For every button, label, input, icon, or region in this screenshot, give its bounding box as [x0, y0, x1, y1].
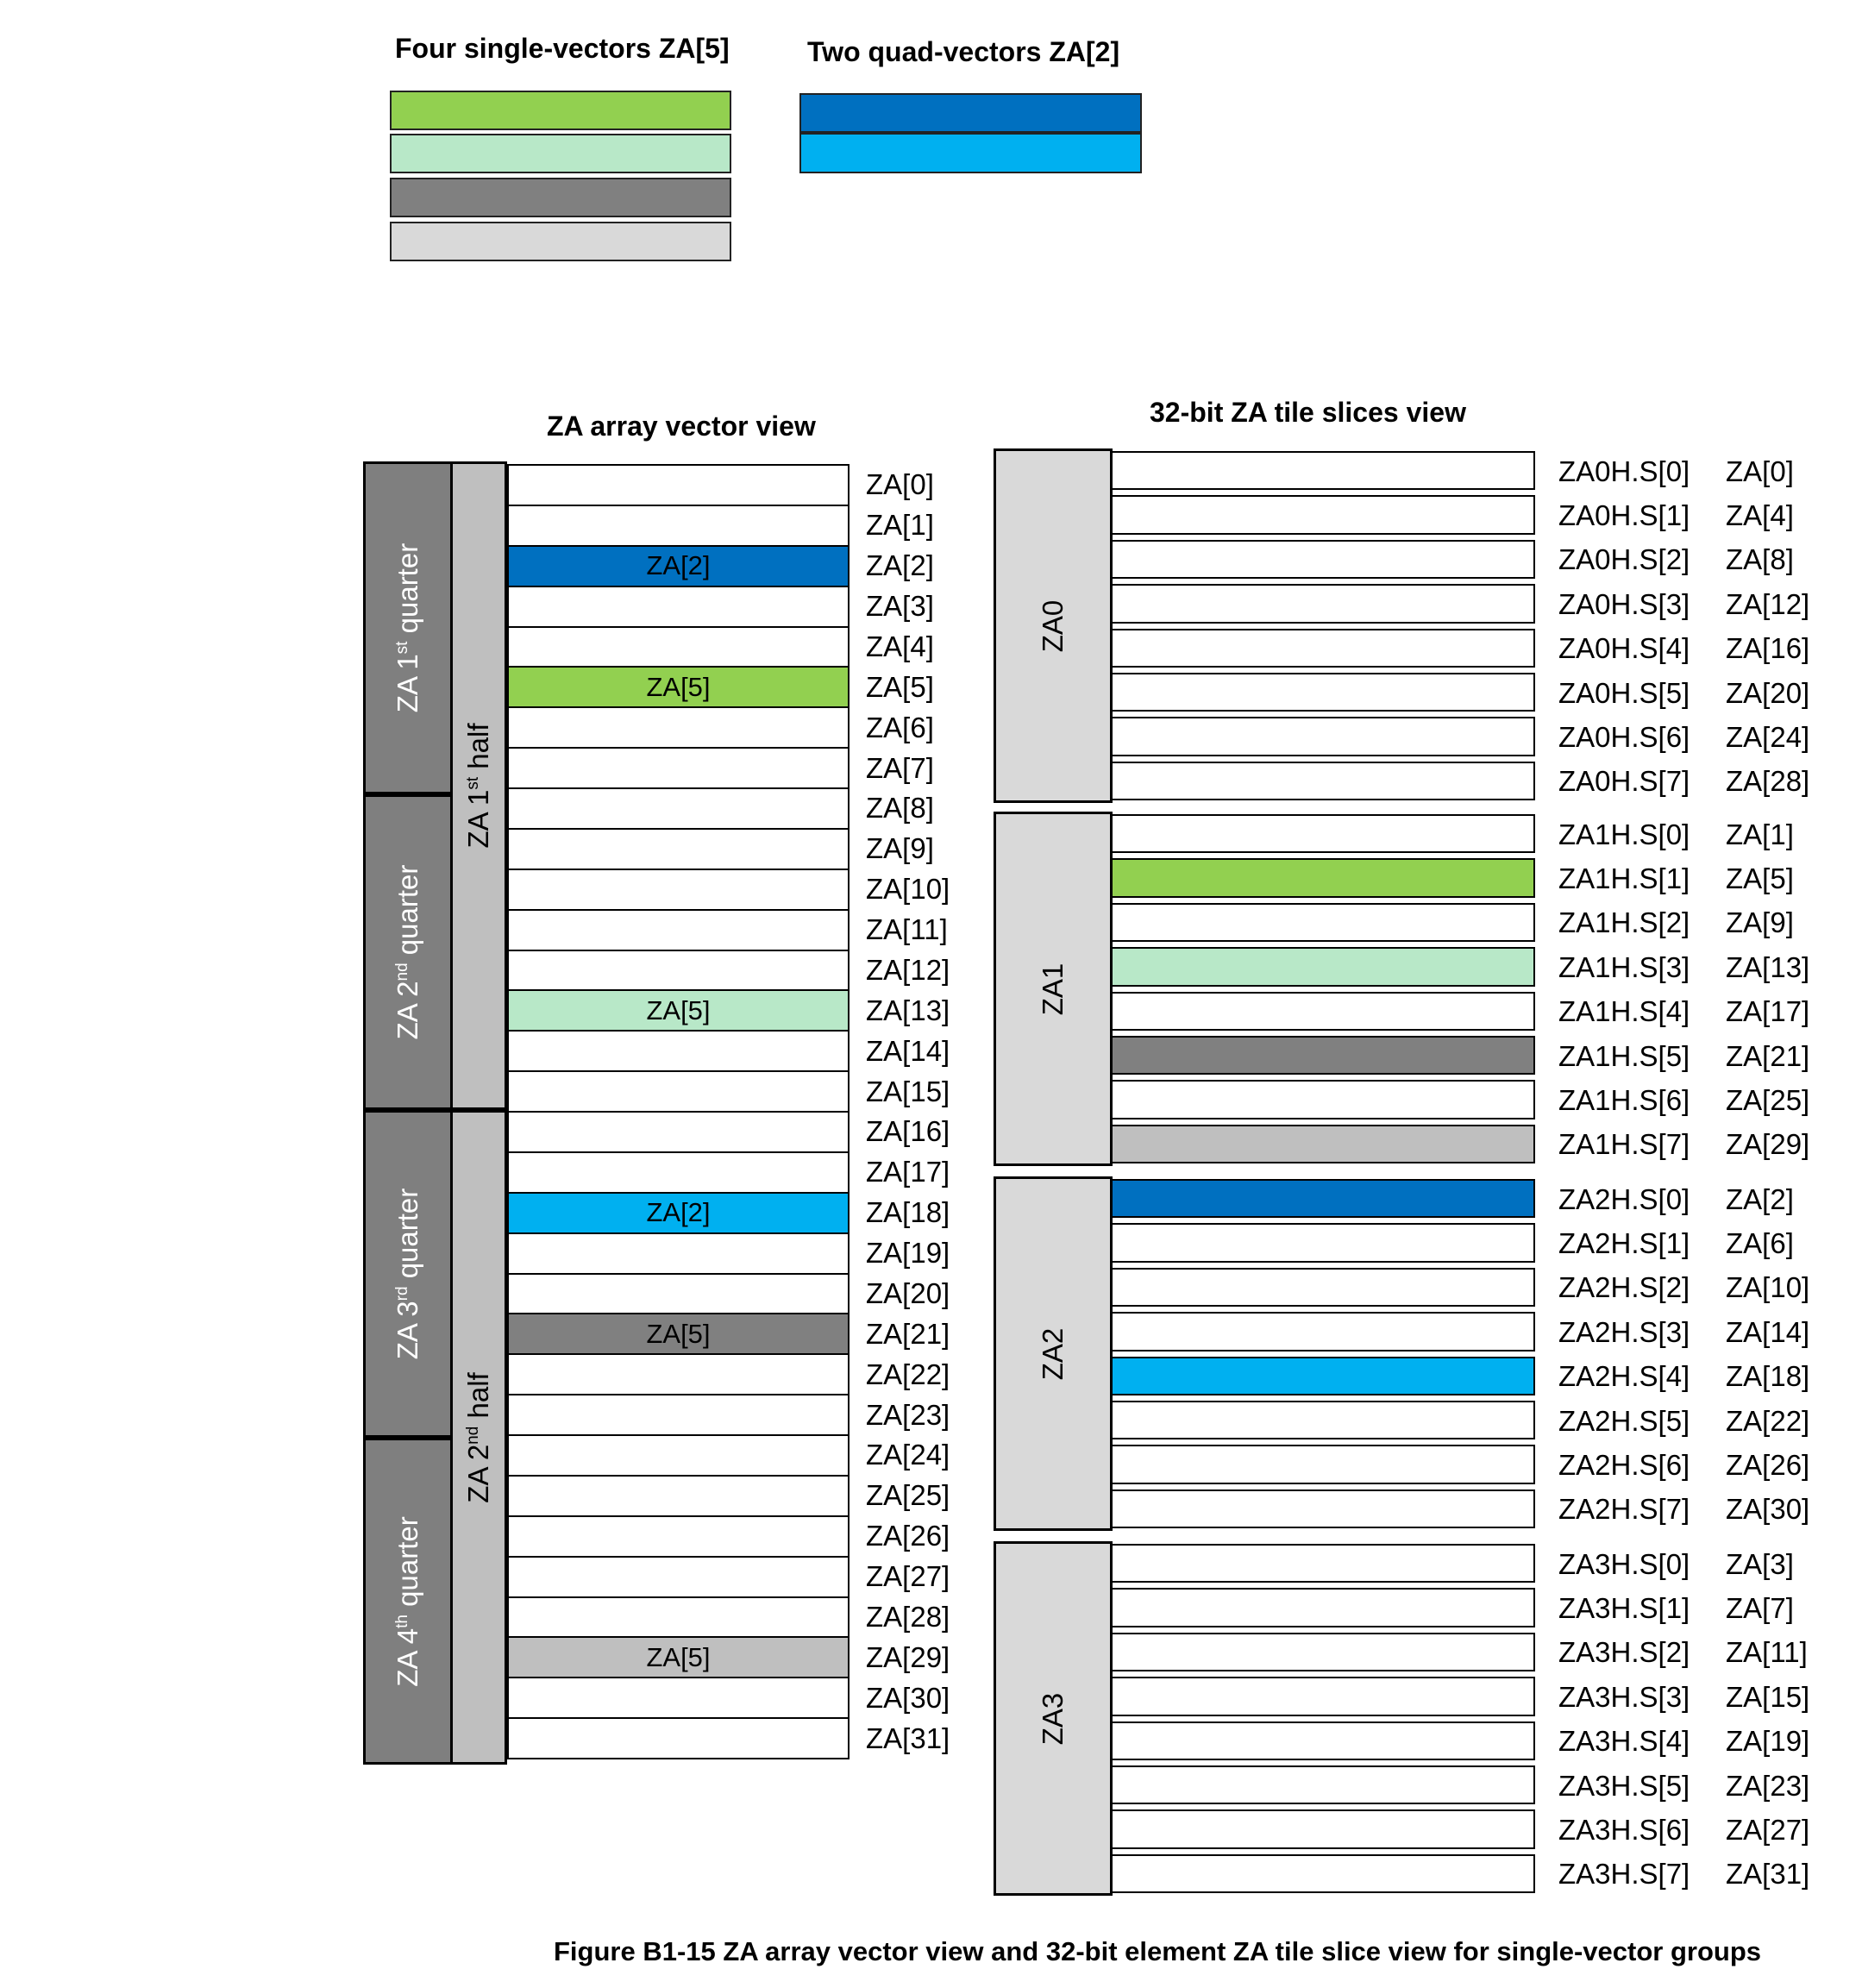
vector-row: [507, 787, 849, 830]
vector-row: [507, 1030, 849, 1072]
tile-slice-label: ZA0H.S[1]: [1558, 499, 1690, 532]
legend-swatch-dark-gray: [390, 178, 731, 217]
vector-row: [507, 869, 849, 911]
tile-slice-vector: ZA[8]: [1726, 543, 1794, 576]
tile-slice-row: [1111, 1633, 1535, 1671]
vector-row: ZA[5]: [507, 1636, 849, 1678]
vector-row: [507, 464, 849, 506]
vector-row-label: ZA[7]: [866, 751, 934, 784]
tile-slice-row: [1111, 1765, 1535, 1804]
tile-slice-vector: ZA[4]: [1726, 499, 1794, 532]
vector-row-label: ZA[28]: [866, 1600, 950, 1633]
quarter-label: ZA 3rd quarter: [392, 1188, 423, 1360]
vector-row-label: ZA[30]: [866, 1681, 950, 1714]
tile-slice-vector: ZA[29]: [1726, 1128, 1810, 1161]
tile-slice-row: [1111, 1080, 1535, 1119]
tile-slice-label: ZA3H.S[0]: [1558, 1547, 1690, 1580]
vector-row: [507, 1475, 849, 1517]
legend-single-title: Four single-vectors ZA[5]: [395, 33, 730, 64]
tile-slice-row: [1111, 1677, 1535, 1715]
tile-slice-row: [1111, 540, 1535, 579]
tile-slice-row: [1111, 717, 1535, 756]
tile-slice-vector: ZA[23]: [1726, 1769, 1810, 1802]
tile-slice-label: ZA1H.S[3]: [1558, 950, 1690, 983]
vector-row-label: ZA[26]: [866, 1520, 950, 1552]
vector-row-label: ZA[29]: [866, 1640, 950, 1673]
tile-slice-vector: ZA[30]: [1726, 1493, 1810, 1526]
tile-slice-vector: ZA[16]: [1726, 632, 1810, 665]
tile-slice-row: [1111, 629, 1535, 668]
tile-slice-label: ZA0H.S[0]: [1558, 455, 1690, 487]
legend-swatch-green: [390, 91, 731, 130]
vector-row-label: ZA[4]: [866, 630, 934, 662]
tile-slice-label: ZA0H.S[5]: [1558, 676, 1690, 709]
vector-row-label: ZA[20]: [866, 1276, 950, 1309]
tile-slice-vector: ZA[22]: [1726, 1404, 1810, 1437]
legend-swatch-light-gray: [390, 222, 731, 261]
vector-row: [507, 505, 849, 547]
tile-slice-label: ZA2H.S[1]: [1558, 1227, 1690, 1260]
tile-slice-label: ZA1H.S[0]: [1558, 818, 1690, 850]
quarter-label: ZA 2nd quarter: [392, 864, 423, 1040]
vector-row-label: ZA[2]: [866, 549, 934, 582]
tile-slice-vector: ZA[6]: [1726, 1227, 1794, 1260]
tile-slice-row: [1111, 903, 1535, 942]
tile-slice-row: [1111, 1544, 1535, 1583]
tile-slice-label: ZA2H.S[4]: [1558, 1360, 1690, 1393]
tile-slice-row: [1111, 1223, 1535, 1262]
tile-slice-label: ZA1H.S[7]: [1558, 1128, 1690, 1161]
vector-row-label: ZA[25]: [866, 1479, 950, 1512]
tile-slice-vector: ZA[18]: [1726, 1360, 1810, 1393]
tile-slice-row: [1111, 858, 1535, 897]
tile-slice-row: [1111, 1588, 1535, 1627]
vector-row: [507, 909, 849, 951]
tile-slice-vector: ZA[5]: [1726, 862, 1794, 895]
tile-slice-vector: ZA[1]: [1726, 818, 1794, 850]
vector-row-label: ZA[6]: [866, 711, 934, 743]
tile-slice-row: [1111, 584, 1535, 623]
vector-row: [507, 1353, 849, 1395]
vector-row-label: ZA[19]: [866, 1237, 950, 1270]
vector-row-label: ZA[23]: [866, 1398, 950, 1431]
vector-row-label: ZA[1]: [866, 509, 934, 542]
tile-slice-label: ZA1H.S[1]: [1558, 862, 1690, 895]
tile-slice-row: [1111, 1036, 1535, 1075]
tile-slice-label: ZA3H.S[5]: [1558, 1769, 1690, 1802]
tile-slice-label: ZA0H.S[4]: [1558, 632, 1690, 665]
figure-caption: Figure B1-15 ZA array vector view and 32-bit element ZA tile slice view for single-vector groups: [554, 1936, 1762, 1966]
half-label: ZA 2nd half: [462, 1371, 494, 1503]
vector-row-label: ZA[27]: [866, 1560, 950, 1593]
vector-row: [507, 1556, 849, 1598]
tile-slice-row: [1111, 1179, 1535, 1218]
tile-slice-vector: ZA[17]: [1726, 995, 1810, 1028]
vector-row: [507, 1515, 849, 1558]
vector-row: [507, 706, 849, 749]
vector-row-label: ZA[10]: [866, 873, 950, 906]
vector-row: [507, 1717, 849, 1759]
tile-slice-row: [1111, 762, 1535, 800]
tile-slice-vector: ZA[3]: [1726, 1547, 1794, 1580]
vector-row: ZA[5]: [507, 989, 849, 1032]
vector-row-label: ZA[12]: [866, 953, 950, 986]
tile-slice-row: [1111, 673, 1535, 712]
vector-row-label: ZA[14]: [866, 1034, 950, 1067]
tile-slice-label: ZA2H.S[0]: [1558, 1182, 1690, 1215]
tile-slice-label: ZA3H.S[4]: [1558, 1725, 1690, 1758]
vector-row-label: ZA[31]: [866, 1721, 950, 1754]
vector-row: [507, 828, 849, 870]
quarter-label: ZA 4th quarter: [392, 1515, 423, 1687]
legend-swatch-blue-light: [799, 133, 1142, 173]
tile-slice-row: [1111, 1401, 1535, 1439]
vector-row-label: ZA[13]: [866, 994, 950, 1026]
vector-row-label: ZA[11]: [866, 913, 948, 946]
tile-slice-vector: ZA[9]: [1726, 906, 1794, 939]
vector-row-label: ZA[18]: [866, 1196, 950, 1229]
tile-slice-label: ZA0H.S[2]: [1558, 543, 1690, 576]
vector-row-label: ZA[15]: [866, 1075, 950, 1107]
tile-slice-vector: ZA[11]: [1726, 1636, 1808, 1669]
tile-slice-label: ZA0H.S[7]: [1558, 765, 1690, 798]
tile-slice-row: [1111, 947, 1535, 986]
vector-row-label: ZA[21]: [866, 1317, 950, 1350]
vector-view-title: ZA array vector view: [547, 411, 816, 442]
vector-row-label: ZA[9]: [866, 832, 934, 865]
vector-row: ZA[5]: [507, 666, 849, 708]
vector-row: [507, 1394, 849, 1436]
tile-slice-row: [1111, 1854, 1535, 1893]
tile-slice-vector: ZA[15]: [1726, 1680, 1810, 1713]
quarter-label: ZA 1st quarter: [392, 542, 423, 713]
vector-row: [507, 747, 849, 789]
vector-row: [507, 1232, 849, 1275]
vector-row-label: ZA[24]: [866, 1439, 950, 1471]
tile-slice-label: ZA1H.S[4]: [1558, 995, 1690, 1028]
tile-slice-vector: ZA[26]: [1726, 1448, 1810, 1481]
legend-swatch-blue-dark: [799, 93, 1142, 133]
vector-row-label: ZA[16]: [866, 1115, 950, 1148]
tile-slice-vector: ZA[21]: [1726, 1039, 1810, 1072]
tile-slice-label: ZA2H.S[5]: [1558, 1404, 1690, 1437]
tile-name: ZA0: [1037, 599, 1069, 652]
tile-slice-row: [1111, 1357, 1535, 1395]
tile-slice-row: [1111, 1125, 1535, 1163]
vector-row: [507, 1434, 849, 1477]
tile-slice-row: [1111, 495, 1535, 534]
vector-row-label: ZA[0]: [866, 468, 934, 501]
tile-slice-label: ZA3H.S[2]: [1558, 1636, 1690, 1669]
tile-slice-vector: ZA[10]: [1726, 1271, 1810, 1304]
tile-slice-label: ZA3H.S[6]: [1558, 1813, 1690, 1846]
vector-row: [507, 950, 849, 992]
vector-row: [507, 1111, 849, 1153]
tile-slice-label: ZA0H.S[6]: [1558, 720, 1690, 753]
vector-row: [507, 586, 849, 628]
vector-row: [507, 1596, 849, 1639]
tile-slice-label: ZA2H.S[3]: [1558, 1315, 1690, 1348]
tile-slice-label: ZA2H.S[2]: [1558, 1271, 1690, 1304]
vector-row: [507, 1151, 849, 1194]
tile-slice-label: ZA1H.S[2]: [1558, 906, 1690, 939]
tile-slice-row: [1111, 451, 1535, 490]
tile-slice-row: [1111, 814, 1535, 853]
tile-slice-label: ZA0H.S[3]: [1558, 587, 1690, 620]
vector-row-label: ZA[5]: [866, 670, 934, 703]
vector-row: [507, 626, 849, 668]
tile-slice-vector: ZA[28]: [1726, 765, 1810, 798]
tile-slice-label: ZA2H.S[6]: [1558, 1448, 1690, 1481]
tile-slice-row: [1111, 1721, 1535, 1760]
tile-slice-vector: ZA[27]: [1726, 1813, 1810, 1846]
tile-name: ZA2: [1037, 1327, 1069, 1380]
tile-slice-label: ZA3H.S[3]: [1558, 1680, 1690, 1713]
tile-view-title: 32-bit ZA tile slices view: [1150, 397, 1466, 428]
tile-slice-label: ZA3H.S[1]: [1558, 1592, 1690, 1625]
vector-row: [507, 1273, 849, 1315]
tile-name: ZA1: [1037, 963, 1069, 1015]
tile-slice-row: [1111, 1489, 1535, 1528]
tile-slice-label: ZA2H.S[7]: [1558, 1493, 1690, 1526]
vector-row-label: ZA[17]: [866, 1156, 950, 1188]
tile-slice-row: [1111, 1445, 1535, 1483]
vector-row: ZA[2]: [507, 1192, 849, 1234]
tile-slice-vector: ZA[24]: [1726, 720, 1810, 753]
tile-slice-row: [1111, 1312, 1535, 1351]
tile-slice-row: [1111, 1809, 1535, 1848]
tile-slice-vector: ZA[2]: [1726, 1182, 1794, 1215]
tile-name: ZA3: [1037, 1692, 1069, 1745]
tile-slice-vector: ZA[25]: [1726, 1083, 1810, 1116]
vector-row: ZA[2]: [507, 545, 849, 587]
tile-slice-label: ZA1H.S[6]: [1558, 1083, 1690, 1116]
vector-row: [507, 1070, 849, 1113]
tile-slice-vector: ZA[20]: [1726, 676, 1810, 709]
vector-row-label: ZA[22]: [866, 1358, 950, 1390]
tile-slice-label: ZA3H.S[7]: [1558, 1858, 1690, 1891]
tile-slice-vector: ZA[31]: [1726, 1858, 1810, 1891]
vector-row-label: ZA[8]: [866, 792, 934, 825]
tile-slice-vector: ZA[19]: [1726, 1725, 1810, 1758]
legend-quad-title: Two quad-vectors ZA[2]: [807, 36, 1120, 67]
tile-slice-vector: ZA[7]: [1726, 1592, 1794, 1625]
vector-row: [507, 1677, 849, 1719]
vector-row: ZA[5]: [507, 1313, 849, 1355]
tile-slice-vector: ZA[14]: [1726, 1315, 1810, 1348]
tile-slice-vector: ZA[0]: [1726, 455, 1794, 487]
legend-swatch-mint: [390, 134, 731, 173]
tile-slice-row: [1111, 992, 1535, 1031]
tile-slice-row: [1111, 1268, 1535, 1307]
tile-slice-vector: ZA[13]: [1726, 950, 1810, 983]
vector-row-label: ZA[3]: [866, 590, 934, 623]
tile-slice-label: ZA1H.S[5]: [1558, 1039, 1690, 1072]
half-label: ZA 1st half: [462, 723, 494, 849]
tile-slice-vector: ZA[12]: [1726, 587, 1810, 620]
